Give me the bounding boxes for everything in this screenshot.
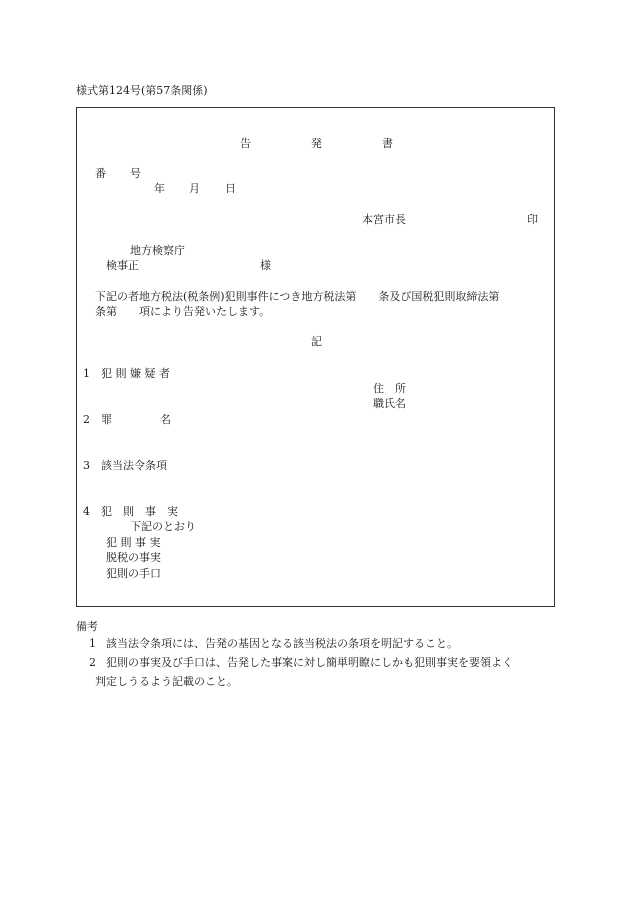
body-text-line-2: 条第 項により告発いたします。	[95, 305, 271, 318]
item-2-label-char-2: 名	[160, 413, 171, 426]
number-label-char-1: 番	[95, 167, 106, 180]
remarks-heading: 備考	[76, 620, 98, 633]
ki-heading: 記	[311, 335, 322, 348]
addressee-office: 地方検察庁	[130, 244, 185, 257]
remark-2-text: 犯則の事実及び手口は、告発した事案に対し簡単明瞭にしかも犯則事実を要領よく	[106, 656, 513, 669]
item-4-number: 4	[83, 505, 90, 518]
occupation-name-label: 職氏名	[373, 397, 406, 410]
honorific: 様	[260, 259, 271, 272]
item-4-sub-3: 犯則の手口	[106, 567, 161, 580]
item-1-number: 1	[83, 367, 90, 380]
form-number-header: 様式第124号(第57条関係)	[76, 84, 208, 97]
date-month-label: 月	[189, 182, 200, 195]
remark-1-number: 1	[89, 637, 96, 650]
item-2-number: 2	[83, 413, 90, 426]
title-char-2: 発	[311, 137, 322, 150]
remark-1-text: 該当法令条項には、告発の基因となる該当税法の条項を明記すること。	[106, 637, 458, 650]
item-4-sub-1: 犯 則 事 実	[106, 536, 161, 549]
title-char-1: 告	[240, 137, 251, 150]
item-4-label: 犯 則 事 実	[101, 505, 178, 518]
date-day-label: 日	[225, 182, 236, 195]
addressee-title: 検事正	[106, 259, 139, 272]
title-char-3: 書	[382, 137, 393, 150]
issuer-name: 本宮市長	[362, 213, 406, 226]
remark-2-continuation: 判定しうるよう記載のこと。	[95, 675, 238, 688]
item-1-label: 犯 則 嫌 疑 者	[101, 367, 170, 380]
item-3-label: 該当法令条項	[101, 459, 167, 472]
seal-mark: 印	[527, 213, 538, 226]
item-3-number: 3	[83, 459, 90, 472]
item-2-label-char-1: 罪	[101, 413, 112, 426]
date-year-label: 年	[154, 182, 165, 195]
body-text-line-1: 下記の者地方税法(税条例)犯則事件につき地方税法第 条及び国税犯則取締法第	[95, 290, 500, 303]
item-4-sub-2: 脱税の事実	[106, 551, 161, 564]
address-label: 住 所	[373, 382, 406, 395]
remark-2-number: 2	[89, 656, 96, 669]
item-4-note: 下記のとおり	[130, 520, 196, 533]
number-label-char-2: 号	[130, 167, 141, 180]
